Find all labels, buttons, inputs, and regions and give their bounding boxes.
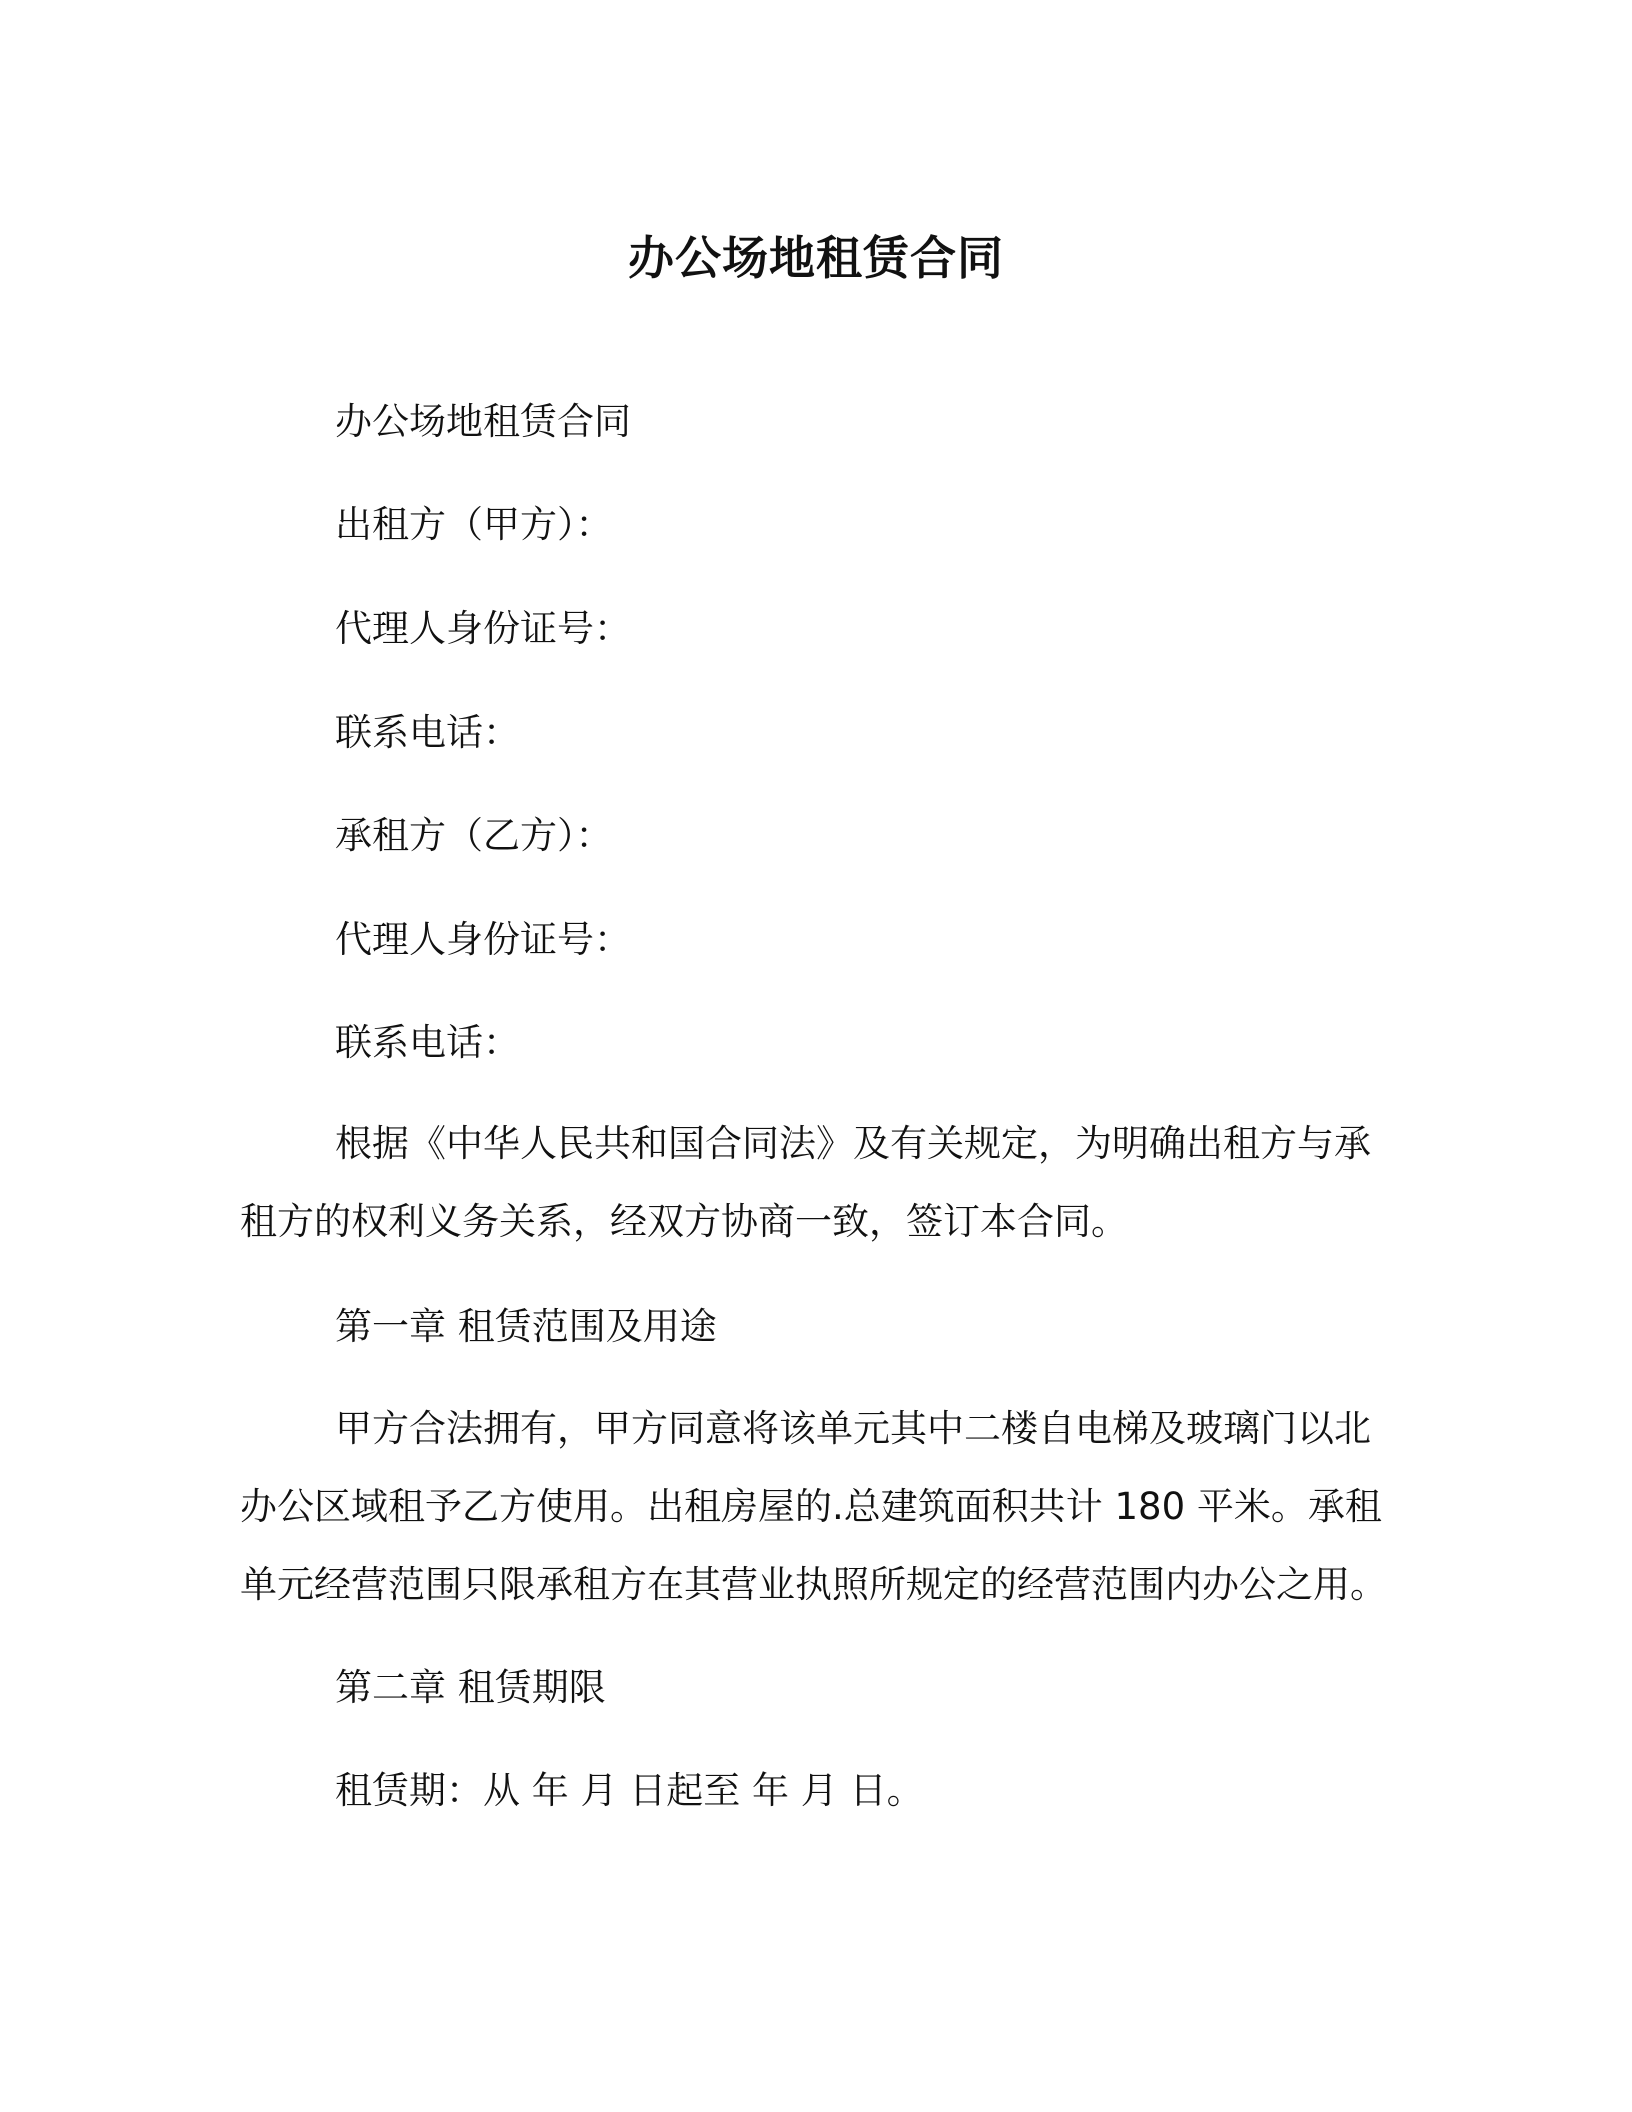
chapter-2-heading: 第二章 租赁期限 [335,1666,606,1709]
chapter-1-heading: 第一章 租赁范围及用途 [335,1305,717,1348]
lessee-phone-label: 联系电话： [335,1021,520,1064]
chapter-1-paragraph: 甲方合法拥有，甲方同意将该单元其中二楼自电梯及玻璃门以北办公区域租予乙方使用。出租房屋的.总建筑面积共计 180 平米。承租单元经营范围只限承租方在其营业执照所规定的经营范围内办公之用。 [240,1407,1387,1606]
lease-term-line: 租赁期：从 年 月 日起至 年 月 日。 [335,1769,924,1812]
intro-paragraph: 根据《中华人民共和国合同法》及有关规定，为明确出租方与承租方的权利义务关系，经双方协商一致，签订本合同。 [240,1122,1371,1243]
lessor-agent-id-label: 代理人身份证号： [335,607,631,650]
lessor-field-label: 出租方（甲方）： [335,503,613,546]
contract-subtitle: 办公场地租赁合同 [335,400,631,443]
lessee-field-label: 承租方（乙方）： [335,814,613,857]
document-title: 办公场地租赁合同 [628,231,1004,285]
lessor-phone-label: 联系电话： [335,711,520,754]
lessee-agent-id-label: 代理人身份证号： [335,918,631,961]
